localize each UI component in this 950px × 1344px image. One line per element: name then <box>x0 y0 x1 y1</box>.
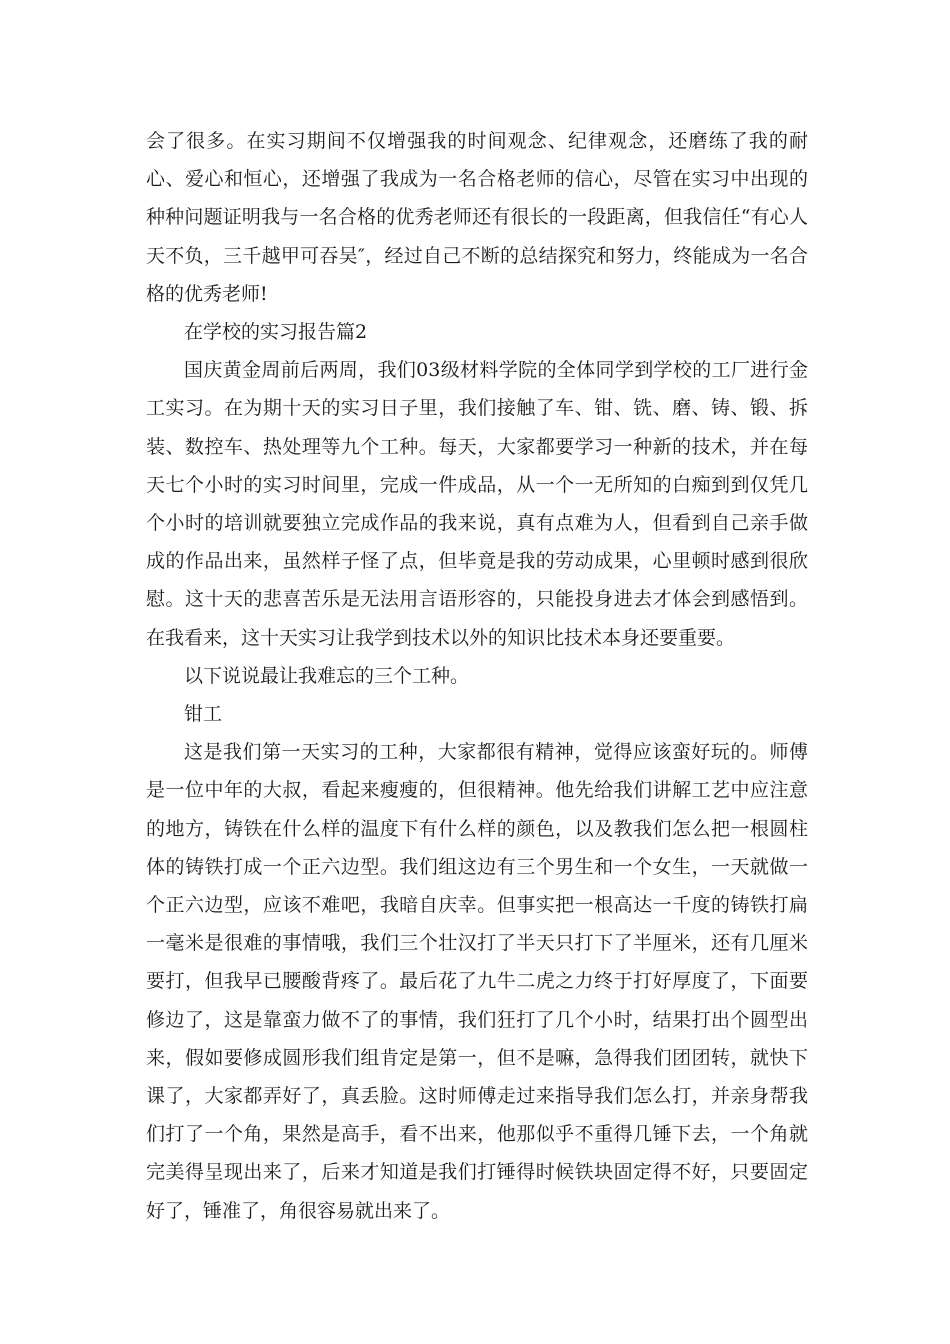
document-body <box>146 122 808 1230</box>
paragraph-body: 这是我们第一天实习的工种，大家都很有精神，觉得应该蛮好玩的。师傅是一位中年的大叔，看起来瘦瘦的，但很精神。他先给我们讲解工艺中应注意的地方，铸铁在什么样的温度下有什么样的颜色，以及教我们怎么把一根圆柱体的铸铁打成一个正六边型。我们组这边有三个男生和一个女生，一天就做一个正六边型，应该不难吧，我暗自庆幸。但事实把一根高达一千度的铸铁打扁一毫米是很难的事情哦，我们三个壮汉打了半天只打下了半厘米，还有几厘米要打，但我早已腰酸背疼了。最后花了九牛二虎之力终于打好厚度了，下面要修边了，这是靠蛮力做不了的事情，我们狂打了几个小时，结果打出个圆型出来，假如要修成圆形我们组肯定是第一，但不是嘛，急得我们团团转，就快下课了，大家都弄好了，真丢脸。这时师傅走过来指导我们怎么打，并亲身帮我们打了一个角，果然是高手，看不出来，他那似乎不重得几锤下去，一个角就完美得呈现出来了，后来才知道是我们打锤得时候铁块固定得不好，只要固定好了，锤准了，角很容易就出来了。 <box>146 741 808 1222</box>
section-heading: 在学校的实习报告篇2 <box>184 321 368 344</box>
subsection-heading: 钳工 <box>184 703 223 726</box>
paragraph-transition: 以下说说最让我难忘的三个工种。 <box>184 664 470 687</box>
paragraph-continuation: 会了很多。在实习期间不仅增强我的时间观念、纪律观念，还磨练了我的耐心、爱心和恒心，还增强了我成为一名合格老师的信心，尽管在实习中出现的种种问题证明我与一名合格的优秀老师还有很长的一段距离，但我信任“有心人天不负，三千越甲可吞吴″，经过自己不断的总结探究和努力，终能成为一名合格的优秀老师! <box>146 130 808 305</box>
paragraph-intro: 国庆黄金周前后两周，我们03级材料学院的全体同学到学校的工厂进行金工实习。在为期十天的实习日子里，我们接触了车、钳、铣、磨、铸、锻、拆装、数控车、热处理等九个工种。每天，大家都要学习一种新的技术，并在每天七个小时的实习时间里，完成一件成品，从一个一无所知的白痴到到仅凭几个小时的培训就要独立完成作品的我来说，真有点难为人，但看到自己亲手做成的作品出来，虽然样子怪了点，但毕竟是我的劳动成果，心里顿时感到很欣慰。这十天的悲喜苦乐是无法用言语形容的，只能投身进去才体会到感悟到。在我看来，这十天实习让我学到技术以外的知识比技术本身还要重要。 <box>146 359 808 649</box>
